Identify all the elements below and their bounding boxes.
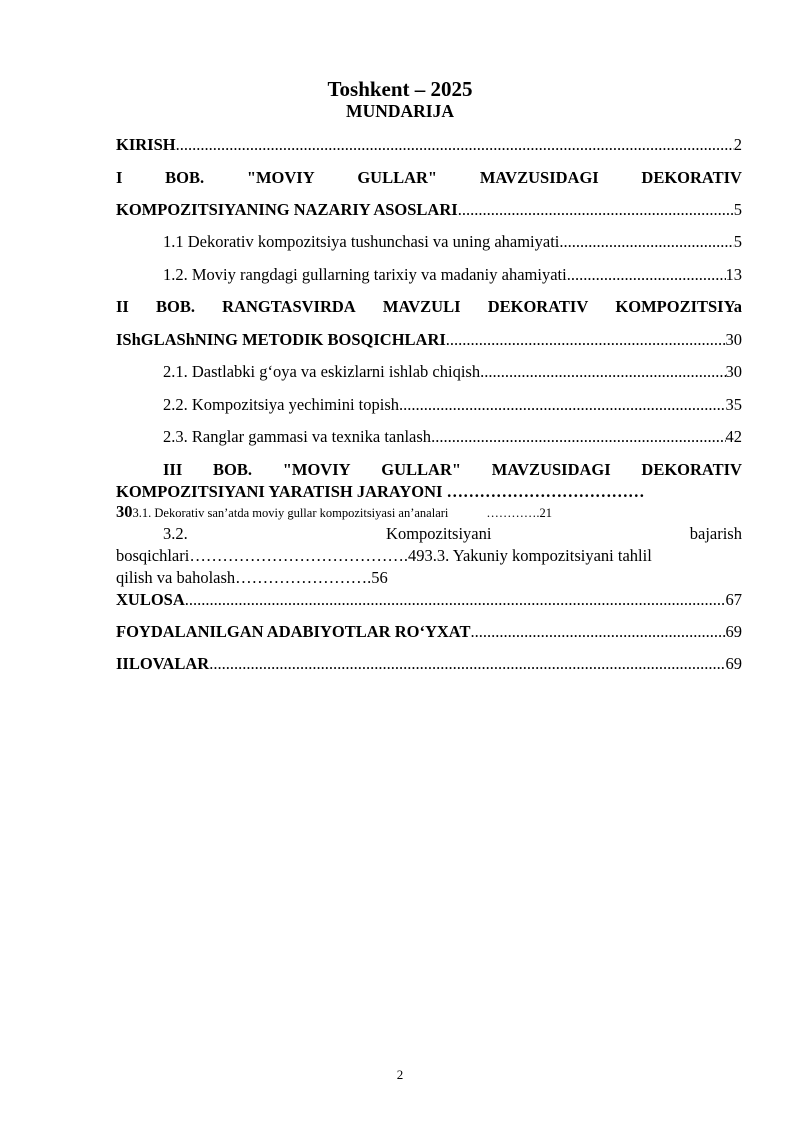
- toc-chapter-1-line1[interactable]: [116, 167, 742, 189]
- toc-entry-ilovalar[interactable]: [116, 653, 742, 675]
- toc-entry-page: 69: [725, 654, 742, 673]
- leader-dots: [559, 231, 733, 253]
- word: DEKORATIV: [641, 460, 742, 479]
- leader-dots: [185, 589, 726, 611]
- word: BOB.: [213, 460, 252, 479]
- word: DEKORATIV: [487, 297, 589, 316]
- word: KOMPOZITSIYa: [615, 297, 742, 316]
- leader-dots: [458, 199, 734, 221]
- toc-chapter-2-line1[interactable]: [116, 296, 742, 318]
- toc-entry-label: IShGLAShNING METODIK BOSQICHLARI: [116, 330, 446, 349]
- toc-chapter-1-line2[interactable]: [116, 199, 742, 221]
- leader-dots: [480, 361, 725, 383]
- leader-dots: [209, 653, 725, 675]
- toc-entry-label: KOMPOZITSIYANING NAZARIY ASOSLARI: [116, 200, 458, 219]
- word: BOB.: [156, 297, 195, 316]
- word: 3.2.: [163, 524, 188, 543]
- word: MAVZUSIDAGI: [491, 460, 611, 479]
- toc-entry-label: 2.3. Ranglar gammasi va texnika tanlash: [163, 427, 432, 446]
- toc-section-3-2-line2[interactable]: bosqichlari………………………………….493.3. Yakuniy kompozitsiyani tahlil: [116, 546, 652, 565]
- word: II: [116, 297, 129, 316]
- toc-section-2-3[interactable]: [163, 426, 742, 448]
- toc-section-1-1[interactable]: [163, 231, 742, 253]
- toc-section-1-2[interactable]: [163, 264, 742, 286]
- toc-entry-page: 5: [733, 200, 742, 219]
- toc-entry-label: FOYDALANILGAN ADABIYOTLAR RO‘YXAT: [116, 622, 471, 641]
- word: III: [163, 460, 183, 479]
- word: RANGTASVIRDA: [222, 297, 356, 316]
- toc-entry-page: 13: [725, 265, 742, 284]
- toc-chapter-3-line2[interactable]: [116, 481, 645, 503]
- toc-section-3-2-line1[interactable]: [163, 523, 742, 545]
- toc-entry-page: 30: [725, 330, 742, 349]
- toc-section-2-2[interactable]: [163, 394, 742, 416]
- word: Kompozitsiyani: [386, 524, 492, 543]
- toc-entry-page: 2: [733, 135, 742, 154]
- toc-chapter-3-line3[interactable]: [116, 501, 552, 524]
- toc-section-2-1[interactable]: [163, 361, 742, 383]
- toc-entry-kirish[interactable]: [116, 134, 742, 156]
- toc-chapter-2-line2[interactable]: [116, 329, 742, 351]
- word: GULLAR": [357, 168, 438, 187]
- leader-dots: [431, 426, 725, 448]
- word: DEKORATIV: [641, 168, 742, 187]
- word: MAVZUSIDAGI: [479, 168, 599, 187]
- word: "MOVIY: [282, 460, 351, 479]
- toc-entry-label: 1.2. Moviy rangdagi gullarning tarixiy va madaniy ahamiyati: [163, 265, 567, 284]
- word: bajarish: [689, 524, 742, 543]
- toc-entry-page: 42: [725, 427, 742, 446]
- toc-entry-label: KOMPOZITSIYANI YARATISH JARAYONI: [116, 482, 443, 501]
- leader-dots: [470, 621, 725, 643]
- word: GULLAR": [381, 460, 462, 479]
- toc-entry-label: XULOSA: [116, 590, 185, 609]
- toc-section-3-1-label: 3.1. Dekorativ san’atda moviy gullar kompozitsiyasi an’analari: [132, 506, 449, 520]
- leader-dots: [176, 134, 734, 156]
- toc-entry-page: 67: [725, 590, 742, 609]
- toc-section-3-2-line3[interactable]: qilish va baholash…………………….56: [116, 568, 388, 587]
- leader-dots: ………………………………: [446, 482, 645, 501]
- city-year: Toshkent – 2025: [327, 77, 473, 101]
- toc-entry-label: IILOVALAR: [116, 654, 210, 673]
- word: "MOVIY: [246, 168, 315, 187]
- toc-entry-page: 5: [733, 232, 742, 251]
- toc-entry-label: 2.1. Dastlabki g‘oya va eskizlarni ishlab chiqish: [163, 362, 481, 381]
- page-number: 2: [396, 1067, 404, 1082]
- word: MAVZULI: [382, 297, 461, 316]
- toc-entry-label: KIRISH: [116, 135, 176, 154]
- toc-entry-label: 1.1 Dekorativ kompozitsiya tushunchasi va uning ahamiyati: [163, 232, 560, 251]
- toc-entry-adabiyotlar[interactable]: [116, 621, 742, 643]
- toc-entry-page: 30: [725, 362, 742, 381]
- toc-entry-page: 35: [725, 395, 742, 414]
- toc-entry-xulosa[interactable]: [116, 589, 742, 611]
- toc-entry-page: 69: [725, 622, 742, 641]
- toc-entry-label: 2.2. Kompozitsiya yechimini topish: [163, 395, 400, 414]
- word: BOB.: [165, 168, 205, 187]
- leader-dots: [567, 264, 726, 286]
- toc-entry-page: 30: [116, 502, 133, 521]
- toc-heading: MUNDARIJA: [346, 101, 454, 121]
- leader-dots: [399, 394, 725, 416]
- leader-dots: [446, 329, 726, 351]
- toc-section-3-1-dots: ………….21: [486, 506, 553, 520]
- word: I: [116, 168, 123, 187]
- toc-chapter-3-line1[interactable]: [163, 459, 742, 481]
